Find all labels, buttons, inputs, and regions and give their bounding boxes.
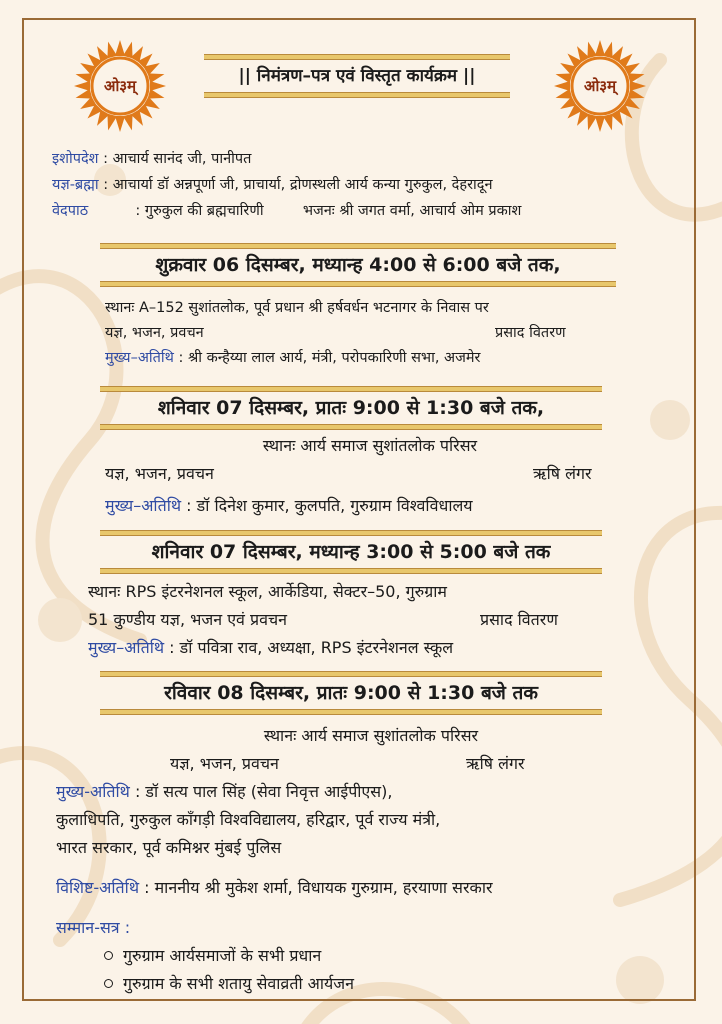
guest-label: मुख्य–अतिथि xyxy=(88,638,165,657)
event-heading: रविवार 08 दिसम्बर, प्रातः 9:00 से 1:30 बजे तक xyxy=(164,682,538,704)
credit-label: इशोपदेश xyxy=(52,151,99,167)
program-right: प्रसाद वितरण xyxy=(495,325,566,341)
event-heading: शनिवार 07 दिसम्बर, प्रातः 9:00 से 1:30 बजे तक, xyxy=(157,397,545,419)
guest-text-continued: कुलाधिपति, गुरुकुल काँगड़ी विश्वविद्यालय, हरिद्वार, पूर्व राज्य मंत्री, xyxy=(56,810,441,829)
credit-row xyxy=(52,198,672,224)
gold-rule xyxy=(100,386,602,392)
gold-rule xyxy=(100,568,602,574)
event-guest xyxy=(56,778,676,806)
honour-item-text: गुरुग्राम के सभी शतायु सेवाव्रती आर्यजन xyxy=(123,974,355,993)
title-banner xyxy=(204,54,510,98)
list-item xyxy=(56,942,656,970)
credit-text: : आचार्या डॉ अन्नपूर्णा जी, प्राचार्या, द्रोणस्थली आर्य कन्या गुरुकुल, देहरादून xyxy=(103,177,493,193)
gold-rule xyxy=(100,424,602,430)
credit-label: वेदपाठ xyxy=(52,203,89,219)
program-right: ऋषि लंगर xyxy=(533,464,592,483)
gold-rule xyxy=(100,709,602,715)
om-emblem-right xyxy=(552,38,648,134)
guest-label: मुख्य–अतिथि xyxy=(105,350,174,366)
special-guest-text: : माननीय श्री मुकेश शर्मा, विधायक गुरुग्राम, हरयाणा सरकार xyxy=(144,878,493,897)
event-heading-banner xyxy=(100,386,602,430)
honour-label: सम्मान-सत्र : xyxy=(56,918,131,937)
guest-text: : डॉ दिनेश कुमार, कुलपति, गुरुग्राम विश्वविधालय xyxy=(186,496,473,515)
event-details xyxy=(105,432,625,520)
gold-rule xyxy=(100,671,602,677)
honour-section xyxy=(56,914,656,998)
credit-extra: भजनः श्री जगत वर्मा, आचार्य ओम प्रकाश xyxy=(302,203,522,219)
gold-rule xyxy=(100,530,602,536)
circle-bullet-icon xyxy=(104,951,113,960)
credit-text: : आचार्य सानंद जी, पानीपत xyxy=(103,151,252,167)
event-details xyxy=(88,578,618,662)
event-program xyxy=(105,321,625,346)
event-guest xyxy=(105,492,625,520)
event-program xyxy=(56,750,676,778)
credit-row xyxy=(52,146,672,172)
event-venue: स्थानः A–152 सुशांतलोक, पूर्व प्रधान श्री हर्षवर्धन भटनागर के निवास पर xyxy=(105,300,489,316)
guest-text-continued: भारत सरकार, पूर्व कमिश्नर मुंबई पुलिस xyxy=(56,838,282,857)
event-heading-banner xyxy=(100,243,616,287)
event-heading-banner xyxy=(100,530,602,574)
gold-rule xyxy=(100,281,616,287)
event-venue: स्थानः RPS इंटरनेशनल स्कूल, आर्केडिया, सेक्टर–50, गुरुग्राम xyxy=(88,582,447,601)
credits-section xyxy=(52,146,672,224)
page-title: || निमंत्रण–पत्र एवं विस्तृत कार्यक्रम || xyxy=(238,66,476,86)
guest-text: : श्री कन्हैय्या लाल आर्य, मंत्री, परोपकारिणी सभा, अजमेर xyxy=(178,350,481,366)
event-program xyxy=(88,606,618,634)
program-left: 51 कुण्डीय यज्ञ, भजन एवं प्रवचन xyxy=(88,610,288,629)
credit-label: यज्ञ-ब्रह्मा xyxy=(52,177,99,193)
om-emblem-left xyxy=(72,38,168,134)
guest-label: मुख्य–अतिथि xyxy=(105,496,182,515)
event-guest xyxy=(88,634,618,662)
program-right: ऋषि लंगर xyxy=(466,754,525,773)
gold-rule xyxy=(100,243,616,249)
special-guest-label: विशिष्ट-अतिथि xyxy=(56,878,140,897)
event-details xyxy=(56,722,676,862)
gold-rule xyxy=(204,92,510,98)
program-left: यज्ञ, भजन, प्रवचन xyxy=(105,464,214,483)
event-venue: स्थानः आर्य समाज सुशांतलोक परिसर xyxy=(263,726,479,745)
gold-rule xyxy=(204,54,510,60)
om-symbol-left: ओ३म् xyxy=(103,77,137,95)
event-heading: शुक्रवार 06 दिसम्बर, मध्यान्ह 4:00 से 6:00 बजे तक, xyxy=(155,254,561,276)
credit-text: : गुरुकुल की ब्रह्मचारिणी xyxy=(135,203,264,219)
guest-label: मुख्य-अतिथि xyxy=(56,782,130,801)
special-guest-row xyxy=(56,874,686,902)
guest-text: : डॉ सत्य पाल सिंह (सेवा निवृत्त आईपीएस), xyxy=(134,782,393,801)
program-left: यज्ञ, भजन, प्रवचन xyxy=(170,754,279,773)
event-guest xyxy=(105,346,625,371)
list-item xyxy=(56,970,656,998)
event-program xyxy=(105,460,625,488)
program-left: यज्ञ, भजन, प्रवचन xyxy=(105,325,204,341)
event-heading-banner xyxy=(100,671,602,715)
honour-item-text: गुरुग्राम आर्यसमाजों के सभी प्रधान xyxy=(123,946,322,965)
event-details xyxy=(105,296,625,371)
special-guest xyxy=(56,874,686,902)
om-symbol-right: ओ३म् xyxy=(583,77,617,95)
credit-row xyxy=(52,172,672,198)
guest-text: : डॉ पवित्रा राव, अध्यक्षा, RPS इंटरनेशनल स्कूल xyxy=(169,638,454,657)
program-right: प्रसाद वितरण xyxy=(480,610,558,629)
event-venue: स्थानः आर्य समाज सुशांतलोक परिसर xyxy=(262,436,478,455)
circle-bullet-icon xyxy=(104,979,113,988)
event-heading: शनिवार 07 दिसम्बर, मध्यान्ह 3:00 से 5:00 बजे तक xyxy=(151,541,551,563)
